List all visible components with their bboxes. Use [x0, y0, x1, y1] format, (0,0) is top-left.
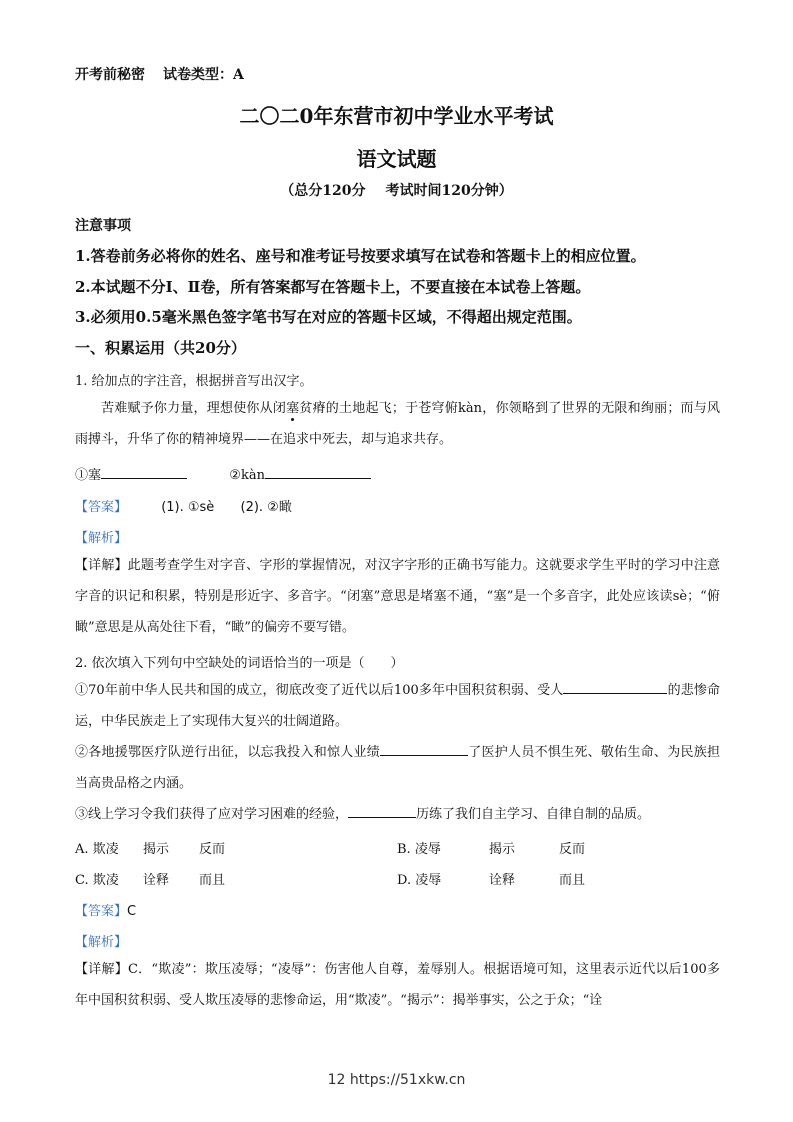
answer-2: (2). ②瞰 [240, 500, 292, 515]
option-a: A. 欺凌 [75, 842, 119, 857]
option-b: B. 凌辱 [397, 842, 441, 857]
option-a-word2: 揭示 [143, 842, 170, 857]
paper-type: 试卷类型：A [163, 67, 244, 83]
q2-answer [75, 900, 136, 919]
q2-sentence-2: ②各地援鄂医疗队逆行出征，以忘我投入和惊人业绩 了医护人员不惧生死、敬佑生命、为民族担当高贵品格之内涵。 [75, 737, 720, 799]
option-b-word2: 揭示 [489, 842, 516, 857]
blank2-label: ②kàn [229, 468, 265, 483]
q2-detail: 【详解】C．“欺凌”：欺压凌辱；“凌辱”：伤害他人自尊，羞辱别人。根据语境可知，这里表示近代以后100多年中国积贫积弱、受人欺压凌辱的悲惨命运，用“欺凌”。“揭示”：揭举事实，公之于众；“诠 [75, 962, 720, 1008]
option-c: C. 欺凌 [75, 873, 119, 888]
exam-title: 二〇二0年东营市初中学业水平考试 [239, 104, 554, 128]
total-score: （总分120分 [280, 183, 366, 199]
q1-detail: 【详解】此题考查学生对字音、字形的掌握情况，对汉字字形的正确书写能力。这就要求学生平时的学习中注意字音的识记和积累，特别是形近字、多音字。“闭塞”意思是堵塞不通，“塞”是一个多音字，此处应该读sè；“俯瞰”意思是从高处往下看，“瞰”的偏旁不要写错。 [75, 558, 720, 635]
q2-stem: 2. 依次填入下列句中空缺处的词语恰当的一项是（ ） [75, 656, 404, 671]
answer-tag: 【答案】 [75, 500, 128, 515]
score-info [0, 180, 793, 200]
analysis-tag: 【解析】 [75, 935, 128, 950]
q2-sentence-3: ③线上学习令我们获得了应对学习困难的经验， 历练了我们自主学习、自律自制的品质。 [75, 799, 720, 830]
option-b-word3: 反而 [559, 842, 586, 857]
option-d-word2: 诠释 [489, 873, 516, 888]
notice-item: 1.答卷前务必将你的姓名、座号和准考证号按要求填写在试卷和答题卡上的相应位置。 [75, 247, 646, 265]
blank1-label: ①塞 [75, 468, 102, 483]
q1-passage: 苦难赋予你力量，理想使你从闭塞贫瘠的土地起飞；于苍穹俯kàn，你领略到了世界的无限和绚丽；而与风雨搏斗，升华了你的精神境界——在追求中死去，却与追求共存。 [75, 401, 720, 447]
q1-blanks [75, 464, 371, 483]
answer-1: (1). ①sè [161, 500, 215, 515]
notice-item: 2.本试题不分Ⅰ、Ⅱ卷，所有答案都写在答题卡上，不要直接在本试卷上答题。 [75, 278, 591, 296]
header-secret [75, 64, 244, 84]
answer-blank [348, 804, 416, 818]
notice-heading: 注意事项 [75, 218, 131, 234]
option-a-word3: 反而 [199, 842, 226, 857]
q2-sentence-1: ①70年前中华人民共和国的成立，彻底改变了近代以后100多年中国积贫积弱、受人 的悲惨命运，中华民族走上了实现伟大复兴的壮阔道路。 [75, 675, 720, 737]
exam-subtitle: 语文试题 [356, 147, 437, 171]
analysis-tag: 【解析】 [75, 531, 128, 546]
section-heading: 一、积累运用（共20分） [75, 339, 246, 357]
answer-blank [380, 742, 468, 756]
answer-blank [101, 465, 187, 479]
answer-tag: 【答案】 [75, 904, 128, 919]
answer-blank [265, 465, 371, 479]
q1-stem: 1. 给加点的字注音，根据拼音写出汉字。 [75, 374, 313, 389]
page-footer: 12 https://51xkw.cn [327, 1072, 466, 1088]
notice-item: 3.必须用0.5毫米黑色签字笔书写在对应的答题卡区域，不得超出规定范围。 [75, 308, 582, 326]
option-c-word2: 诠释 [143, 873, 170, 888]
answer-blank [563, 680, 667, 694]
exam-time: 考试时间120分钟） [385, 183, 513, 199]
answer-value: C [127, 904, 137, 919]
option-c-word3: 而且 [199, 873, 226, 888]
option-d-word3: 而且 [559, 873, 586, 888]
dotted-char: 塞 [286, 401, 300, 416]
q1-answer [75, 496, 292, 515]
secret-label: 开考前秘密 [75, 67, 145, 83]
option-d: D. 凌辱 [397, 873, 442, 888]
